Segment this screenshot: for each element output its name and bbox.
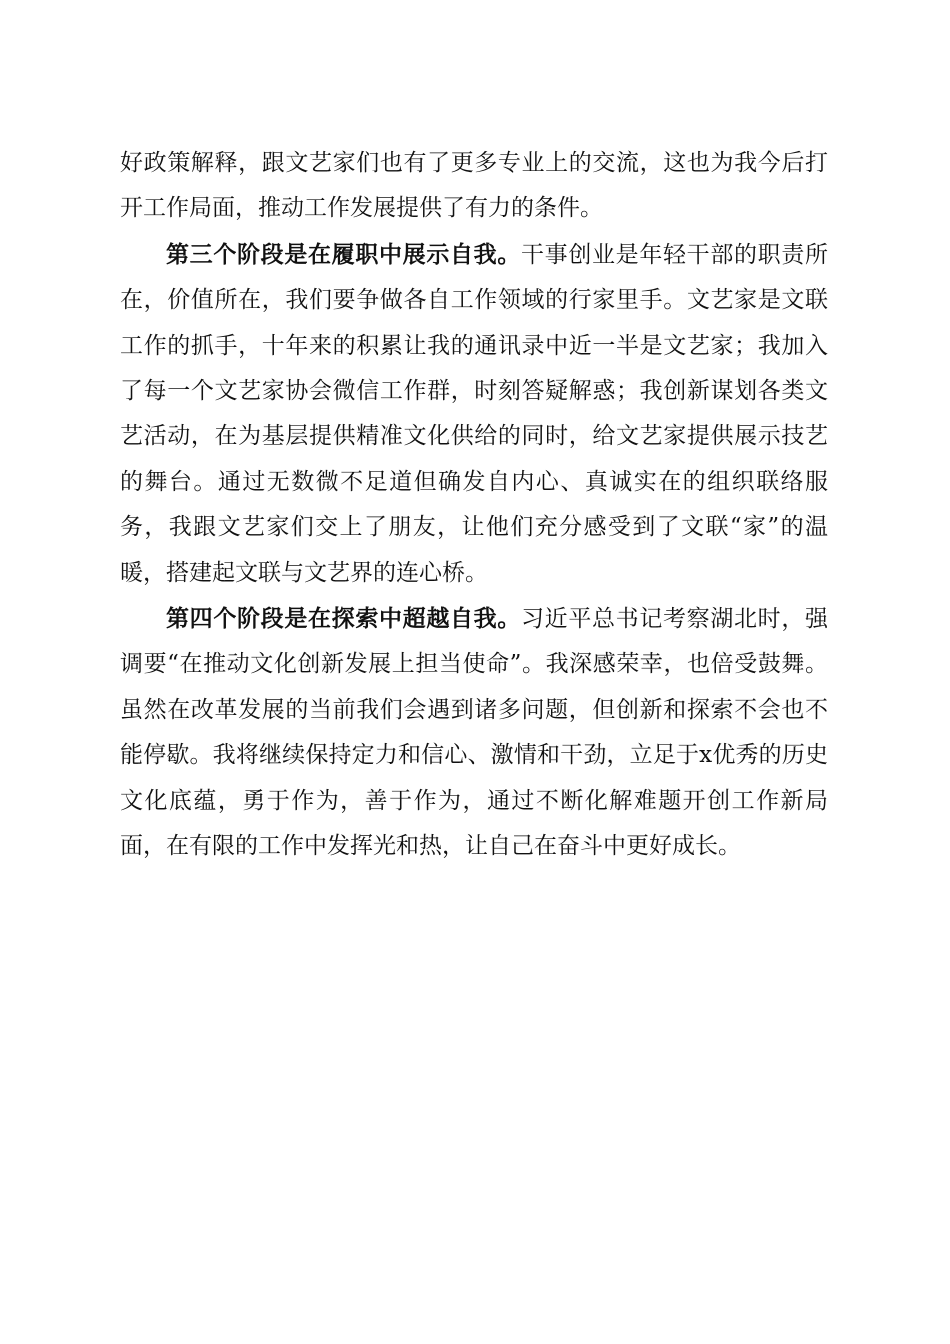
document-body	[120, 141, 828, 870]
stage-four-heading: 第四个阶段是在探索中超越自我。	[166, 605, 521, 633]
stage-three-heading: 第三个阶段是在履职中展示自我。	[166, 240, 521, 268]
paragraph-text: 好政策解释，跟文艺家们也有了更多专业上的交流，这也为我今后打开工作局面，推动工作发展提供了有力的条件。	[120, 150, 828, 222]
stage-three-body: 干事创业是年轻干部的职责所在，价值所在，我们要争做各自工作领域的行家里手。文艺家是文联工作的抓手，十年来的积累让我的通讯录中近一半是文艺家；我加入了每一个文艺家协会微信工作群，时刻答疑解惑；我创新谋划各类文艺活动，在为基层提供精准文化供给的同时，给文艺家提供展示技艺的舞台。通过无数微不足道但确发自内心、真诚实在的组织联络服务，我跟文艺家们交上了朋友，让他们充分感受到了文联“家”的温暖，搭建起文联与文艺界的连心桥。	[120, 241, 829, 586]
stage-four-body: 习近平总书记考察湖北时，强调要“在推动文化创新发展上担当使命”。我深感荣幸，也倍受鼓舞。虽然在改革发展的当前我们会遇到诸多问题，但创新和探索不会也不能停歇。我将继续保持定力和信心、激情和干劲，立足于x优秀的历史文化底蕴，勇于作为，善于作为，通过不断化解难题开创工作新局面，在有限的工作中发挥光和热，让自己在奋斗中更好成长。	[120, 606, 829, 860]
paragraph-stage-three	[120, 232, 828, 596]
paragraph-stage-four	[120, 596, 828, 869]
paragraph-continuation	[120, 141, 828, 232]
